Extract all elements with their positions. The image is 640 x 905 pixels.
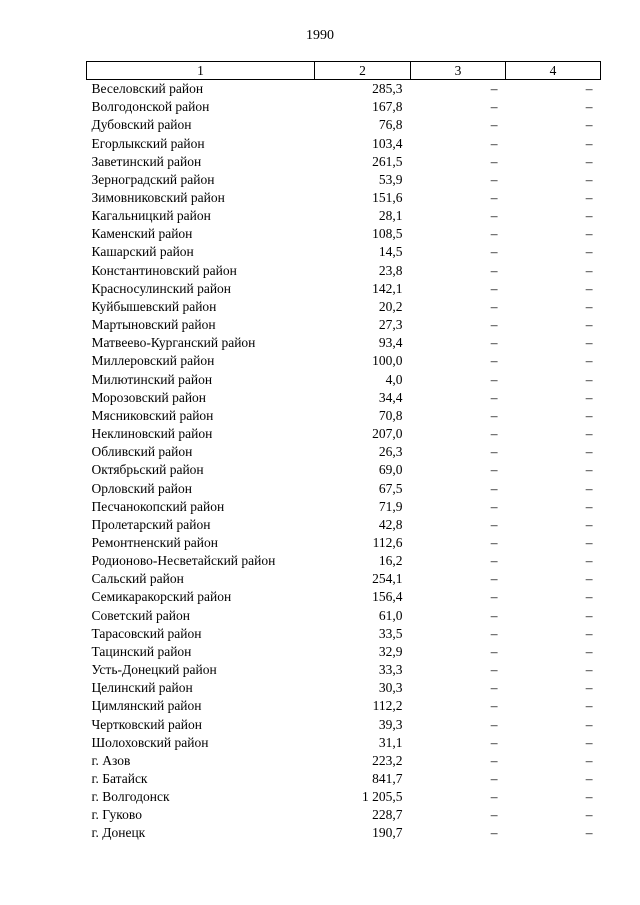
header-row [87,62,601,80]
column-4-cell: – [585,153,593,169]
column-3-cell: – [490,807,498,823]
column-3-cell: – [490,771,498,787]
value-cell: 228,7 [372,807,403,823]
table-row [87,134,601,152]
region-name-cell: Усть-Донецкий район [91,662,217,678]
column-3-cell: – [490,262,498,278]
value-cell: 841,7 [372,771,403,787]
value-cell: 32,9 [378,643,403,659]
table-row [87,661,601,679]
region-name-cell: Сальский район [91,571,184,587]
column-3-cell: – [490,353,498,369]
column-4-cell: – [585,444,593,460]
column-4-cell: – [585,226,593,242]
table-row [87,189,601,207]
column-4-cell: – [585,99,593,115]
column-3-cell: – [490,625,498,641]
column-4-cell: – [585,607,593,623]
region-name-cell: Зимовниковский район [91,190,225,206]
column-3-cell: – [490,407,498,423]
column-4-cell: – [585,190,593,206]
table-row [87,371,601,389]
table-row [87,752,601,770]
region-name-cell: Орловский район [91,480,192,496]
column-3-cell: – [490,298,498,314]
region-name-cell: Советский район [91,607,190,623]
value-cell: 61,0 [378,607,403,623]
column-3-cell: – [490,534,498,550]
table-row [87,770,601,788]
value-cell: 167,8 [372,99,403,115]
region-name-cell: Милютинский район [91,371,213,387]
column-4-cell: – [585,371,593,387]
column-4-cell: – [585,571,593,587]
region-name-cell: Мясниковский район [91,407,214,423]
column-3-cell: – [490,825,498,841]
column-4-cell: – [585,752,593,768]
region-name-cell: Веселовский район [91,81,204,97]
column-3-cell: – [490,553,498,569]
table-row [87,334,601,352]
region-name-cell: г. Азов [91,752,131,768]
column-4-cell: – [585,462,593,478]
value-cell: 34,4 [378,389,403,405]
column-4-cell: – [585,625,593,641]
value-cell: 67,5 [378,480,403,496]
region-name-cell: Семикаракорский район [91,589,232,605]
column-3-cell: – [490,752,498,768]
table-row [87,425,601,443]
column-4-cell: – [585,807,593,823]
value-cell: 207,0 [372,426,403,442]
region-name-cell: Октябрьский район [91,462,204,478]
table-row [87,461,601,479]
value-cell: 112,6 [372,534,403,550]
region-name-cell: г. Волгодонск [91,789,170,805]
column-3-cell: – [490,335,498,351]
column-3-cell: – [490,153,498,169]
column-3-cell: – [490,190,498,206]
column-3-cell: – [490,643,498,659]
table-row [87,389,601,407]
region-name-cell: г. Донецк [91,825,146,841]
column-3-cell: – [490,589,498,605]
region-name-cell: Зерноградский район [91,171,215,187]
value-cell: 100,0 [372,353,403,369]
region-name-cell: Родионово-Несветайский район [91,553,276,569]
column-3-cell: – [490,698,498,714]
region-name-cell: Дубовский район [91,117,192,133]
table-row [87,171,601,189]
table-row [87,697,601,715]
value-cell: 27,3 [378,317,403,333]
region-name-cell: Кашарский район [91,244,194,260]
region-name-cell: Куйбышевский район [91,298,217,314]
column-3-cell: – [490,226,498,242]
column-4-cell: – [585,516,593,532]
region-name-cell: Заветинский район [91,153,202,169]
column-4-cell: – [585,335,593,351]
value-cell: 108,5 [372,226,403,242]
table-row [87,588,601,606]
column-3-cell: – [490,208,498,224]
column-4-cell: – [585,480,593,496]
column-4-cell: – [585,680,593,696]
column-4-cell: – [585,298,593,314]
value-cell: 33,3 [378,662,403,678]
table-row [87,788,601,806]
table-row [87,479,601,497]
value-cell: 71,9 [378,498,403,514]
column-4-cell: – [585,553,593,569]
region-name-cell: Красносулинский район [91,280,232,296]
column-4-cell: – [585,135,593,151]
column-4-cell: – [585,643,593,659]
column-4-cell: – [585,171,593,187]
value-cell: 103,4 [372,135,403,151]
value-cell: 1 205,5 [362,789,403,805]
column-3-cell: – [490,571,498,587]
column-3-cell: – [490,244,498,260]
column-4-cell: – [585,407,593,423]
column-3-cell: – [490,716,498,732]
value-cell: 190,7 [372,825,403,841]
value-cell: 42,8 [378,516,403,532]
table-row [87,570,601,588]
region-name-cell: Неклиновский район [91,426,213,442]
page-number: 1990 [306,28,334,43]
region-name-cell: Целинский район [91,680,193,696]
column-header-3: 3 [411,62,506,80]
column-4-cell: – [585,244,593,260]
region-name-cell: Матвеево-Курганский район [91,335,256,351]
table-row [87,625,601,643]
value-cell: 23,8 [378,262,403,278]
column-4-cell: – [585,81,593,97]
region-name-cell: Песчанокопский район [91,498,225,514]
table-row [87,534,601,552]
table-row [87,679,601,697]
region-name-cell: Чертковский район [91,716,202,732]
value-cell: 30,3 [378,680,403,696]
column-4-cell: – [585,389,593,405]
table-row [87,643,601,661]
table-row [87,80,601,99]
value-cell: 261,5 [372,153,403,169]
value-cell: 20,2 [378,298,403,314]
column-4-cell: – [585,426,593,442]
column-4-cell: – [585,208,593,224]
column-3-cell: – [490,81,498,97]
value-cell: 26,3 [378,444,403,460]
table-row [87,153,601,171]
column-4-cell: – [585,317,593,333]
value-cell: 93,4 [378,335,403,351]
column-4-cell: – [585,534,593,550]
table-row [87,824,601,842]
column-4-cell: – [585,280,593,296]
column-4-cell: – [585,825,593,841]
value-cell: 285,3 [372,81,403,97]
value-cell: 70,8 [378,407,403,423]
region-name-cell: Обливский район [91,444,193,460]
region-name-cell: Шолоховский район [91,734,209,750]
table-row [87,806,601,824]
value-cell: 112,2 [372,698,403,714]
table-row [87,280,601,298]
value-cell: 156,4 [372,589,403,605]
table-row [87,298,601,316]
table-row [87,607,601,625]
table-header [87,62,601,80]
table-row [87,715,601,733]
value-cell: 223,2 [372,752,403,768]
value-cell: 151,6 [372,190,403,206]
column-4-cell: – [585,698,593,714]
region-name-cell: г. Гуково [91,807,142,823]
column-4-cell: – [585,662,593,678]
value-cell: 16,2 [378,553,403,569]
table-row [87,734,601,752]
value-cell: 142,1 [372,280,403,296]
column-4-cell: – [585,771,593,787]
table-row [87,116,601,134]
region-name-cell: Кагальницкий район [91,208,211,224]
column-3-cell: – [490,135,498,151]
column-4-cell: – [585,262,593,278]
region-name-cell: Егорлыкский район [91,135,205,151]
value-cell: 53,9 [378,171,403,187]
region-name-cell: Волгодонской район [91,99,210,115]
value-cell: 69,0 [378,462,403,478]
column-3-cell: – [490,317,498,333]
column-4-cell: – [585,716,593,732]
column-3-cell: – [490,99,498,115]
table-row [87,207,601,225]
column-3-cell: – [490,498,498,514]
value-cell: 33,5 [378,625,403,641]
table-row [87,316,601,334]
value-cell: 14,5 [378,244,403,260]
column-3-cell: – [490,734,498,750]
column-header-4: 4 [506,62,601,80]
value-cell: 28,1 [378,208,403,224]
column-4-cell: – [585,353,593,369]
column-4-cell: – [585,789,593,805]
column-header-1: 1 [87,62,315,80]
table-row [87,262,601,280]
column-3-cell: – [490,607,498,623]
column-4-cell: – [585,589,593,605]
value-cell: 4,0 [385,371,403,387]
column-3-cell: – [490,444,498,460]
region-name-cell: Мартыновский район [91,317,216,333]
table-body [87,80,601,843]
region-name-cell: Тацинский район [91,643,192,659]
table-row [87,225,601,243]
column-3-cell: – [490,680,498,696]
table-row [87,552,601,570]
column-4-cell: – [585,498,593,514]
value-cell: 31,1 [378,734,403,750]
region-name-cell: Цимлянский район [91,698,202,714]
table-row [87,516,601,534]
region-name-cell: Миллеровский район [91,353,215,369]
column-3-cell: – [490,516,498,532]
table-row [87,243,601,261]
region-name-cell: Каменский район [91,226,193,242]
region-name-cell: Константиновский район [91,262,237,278]
column-3-cell: – [490,280,498,296]
region-name-cell: Морозовский район [91,389,207,405]
table-row [87,352,601,370]
column-3-cell: – [490,117,498,133]
column-4-cell: – [585,117,593,133]
column-3-cell: – [490,462,498,478]
column-3-cell: – [490,480,498,496]
column-4-cell: – [585,734,593,750]
table-row [87,98,601,116]
value-cell: 76,8 [378,117,403,133]
region-name-cell: Тарасовский район [91,625,202,641]
column-header-2: 2 [315,62,411,80]
table-row [87,498,601,516]
table-row [87,407,601,425]
column-3-cell: – [490,171,498,187]
column-3-cell: – [490,662,498,678]
region-name-cell: г. Батайск [91,771,148,787]
column-3-cell: – [490,426,498,442]
data-table [86,61,601,843]
column-3-cell: – [490,389,498,405]
table-row [87,443,601,461]
value-cell: 254,1 [372,571,403,587]
column-3-cell: – [490,371,498,387]
region-name-cell: Пролетарский район [91,516,211,532]
column-3-cell: – [490,789,498,805]
value-cell: 39,3 [378,716,403,732]
region-name-cell: Ремонтненский район [91,534,218,550]
